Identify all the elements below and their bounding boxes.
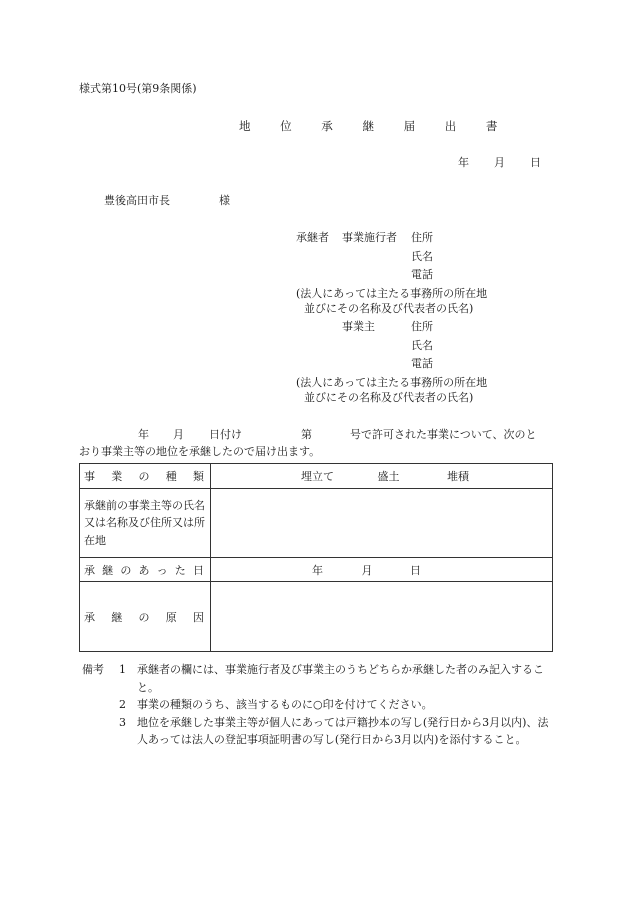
business-type-option-landfill[interactable]: 埋立て — [301, 470, 334, 483]
succession-reason-label-text: 承 継 の 原 因 — [84, 610, 204, 624]
operator-name-label: 氏名 — [411, 250, 433, 263]
intro-month: 月 — [173, 428, 184, 441]
intro-line1-rest: 号で許可された事業について、次のと — [350, 428, 537, 441]
owner-name-label: 氏名 — [411, 339, 433, 352]
note-number: 3 — [119, 715, 126, 729]
owner-label: 事業主 — [342, 320, 375, 333]
intro-day-suffix: 日付け — [209, 428, 242, 441]
note-text: 事業の種類のうち、該当するものに○印を付けてください。 — [137, 698, 433, 712]
succession-date-year: 年 — [312, 563, 323, 577]
table-row-business-type — [80, 464, 553, 489]
note-number: 1 — [119, 663, 126, 676]
business-type-option-stockpile[interactable]: 堆積 — [447, 470, 469, 483]
intro-line2: おり事業主等の地位を承継したので届け出ます。 — [79, 445, 321, 458]
form-number: 様式第10号(第9条関係) — [79, 82, 197, 95]
date-year-label: 年 — [458, 156, 469, 169]
business-type-option-embankment[interactable]: 盛土 — [377, 470, 400, 483]
honorific: 様 — [219, 194, 230, 207]
date-month-label: 月 — [494, 156, 505, 169]
table-row-succession-reason — [80, 582, 553, 652]
succession-reason-label — [80, 582, 211, 652]
addressee: 豊後高田市長 — [104, 194, 170, 207]
previous-owner-value[interactable] — [211, 489, 553, 558]
operator-corp-note-2: 並びにその名称及び代表者の氏名) — [304, 302, 474, 315]
business-type-options[interactable] — [211, 464, 553, 489]
note-item-1 — [82, 661, 557, 696]
succession-date-day: 日 — [410, 563, 421, 577]
table-row-succession-date — [80, 558, 553, 582]
table-row-previous-owner — [80, 489, 553, 558]
succession-table — [79, 463, 553, 652]
intro-number-prefix: 第 — [301, 428, 312, 441]
notes-heading: 備考 — [82, 663, 104, 676]
owner-corp-note-1: (法人にあっては主たる事務所の所在地 — [296, 376, 488, 389]
business-type-label — [80, 464, 211, 489]
operator-corp-note-1: (法人にあっては主たる事務所の所在地 — [296, 287, 488, 300]
business-type-label-text: 事 業 の 種 類 — [84, 470, 204, 483]
owner-corp-note-2: 並びにその名称及び代表者の氏名) — [304, 391, 474, 404]
operator-address-label: 住所 — [411, 231, 433, 244]
operator-label: 事業施行者 — [342, 231, 397, 244]
date-day-label: 日 — [530, 156, 541, 169]
note-text: 承継者の欄には、事業施行者及び事業主のうちどちらか承継した者のみ記入すること。 — [137, 663, 544, 694]
intro-year: 年 — [138, 428, 149, 441]
succession-reason-value[interactable] — [211, 582, 553, 652]
document-title: 地 位 承 継 届 出 書 — [239, 119, 511, 133]
note-item-2 — [82, 696, 557, 714]
owner-address-label: 住所 — [411, 320, 433, 333]
note-number: 2 — [119, 698, 126, 712]
succession-date-label — [80, 558, 211, 582]
notes-section — [82, 661, 557, 749]
previous-owner-label: 承継前の事業主等の氏名又は名称及び住所又は所在地 — [80, 489, 211, 558]
operator-phone-label: 電話 — [411, 268, 433, 281]
note-item-3 — [82, 714, 557, 749]
note-text: 地位を承継した事業主等が個人にあっては戸籍抄本の写し(発行日から3月以内)、法人あっては法人の登記事項証明書の写し(発行日から3月以内)を添付すること。 — [137, 715, 549, 747]
succession-date-label-text: 承 継 の あ っ た 日 — [84, 563, 204, 577]
successor-label: 承継者 — [296, 231, 329, 244]
owner-phone-label: 電話 — [411, 357, 433, 370]
succession-date-month: 月 — [361, 563, 373, 577]
succession-date-value[interactable] — [211, 558, 553, 582]
